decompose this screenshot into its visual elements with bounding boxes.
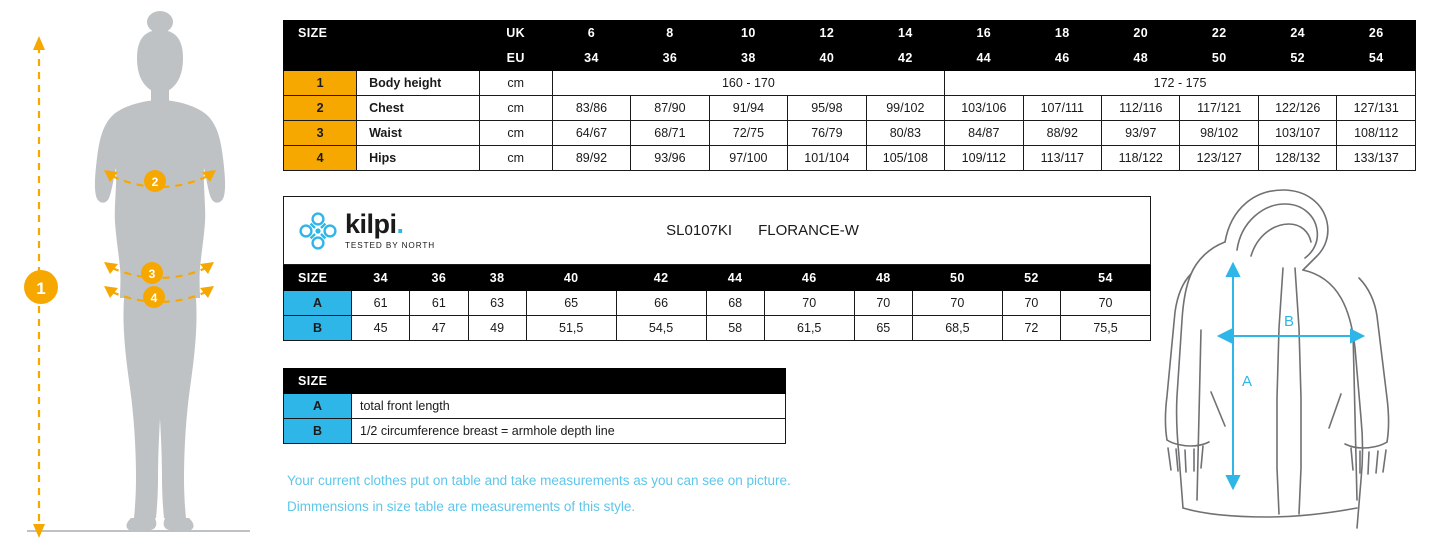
garment-measure-table [283, 265, 1151, 341]
brand-dot: . [396, 209, 404, 239]
chest-value: 95/98 [788, 96, 866, 121]
chest-value: 83/86 [552, 96, 630, 121]
hips-value: 109/112 [945, 146, 1023, 171]
notes-block [287, 468, 987, 520]
a-value: 70 [1061, 291, 1151, 316]
garment-size: 36 [410, 266, 468, 291]
chest-value: 112/116 [1102, 96, 1180, 121]
uk-size: 14 [866, 21, 944, 46]
spacer-cell [284, 46, 480, 71]
table-row-sizes [284, 266, 1151, 291]
hips-value: 113/117 [1023, 146, 1101, 171]
table-row-eu [284, 46, 1416, 71]
uk-size: 12 [788, 21, 866, 46]
female-figure-illustration [0, 0, 275, 541]
row-unit: cm [479, 71, 552, 96]
product-code: SL0107KI [666, 222, 733, 239]
jacket-svg [1155, 180, 1433, 541]
legend-table [283, 368, 786, 444]
unit-header-eu: EU [479, 46, 552, 71]
legend-header-label: SIZE [284, 369, 786, 394]
svg-text:4: 4 [150, 291, 158, 305]
row-label: Waist [357, 121, 480, 146]
waist-value: 68/71 [631, 121, 709, 146]
waist-value: 93/97 [1102, 121, 1180, 146]
garment-size: 42 [616, 266, 706, 291]
svg-text:1: 1 [36, 279, 46, 298]
eu-size: 54 [1337, 46, 1416, 71]
b-value: 65 [854, 316, 912, 341]
row-index: 3 [284, 121, 357, 146]
garment-size: 34 [352, 266, 410, 291]
eu-size: 52 [1258, 46, 1336, 71]
figure-svg [0, 0, 275, 541]
row-label: Chest [357, 96, 480, 121]
row-index: 2 [284, 96, 357, 121]
b-value: 49 [468, 316, 526, 341]
uk-size: 26 [1337, 21, 1416, 46]
garment-size: 38 [468, 266, 526, 291]
chest-value: 99/102 [866, 96, 944, 121]
b-value: 68,5 [912, 316, 1002, 341]
b-value: 61,5 [764, 316, 854, 341]
hips-value: 118/122 [1102, 146, 1180, 171]
row-index: 1 [284, 71, 357, 96]
hips-value: 123/127 [1180, 146, 1258, 171]
uk-size: 24 [1258, 21, 1336, 46]
chest-value: 122/126 [1258, 96, 1336, 121]
svg-text:A: A [1241, 373, 1253, 390]
uk-size: 8 [631, 21, 709, 46]
garment-size: 46 [764, 266, 854, 291]
table-row-body-height [284, 71, 1416, 96]
b-value: 75,5 [1061, 316, 1151, 341]
row-index: 4 [284, 146, 357, 171]
table-row-legend-header [284, 369, 786, 394]
garment-size: 44 [706, 266, 764, 291]
hips-value: 105/108 [866, 146, 944, 171]
waist-value: 72/75 [709, 121, 787, 146]
table-row-chest [284, 96, 1416, 121]
chest-value: 107/111 [1023, 96, 1101, 121]
waist-value: 76/79 [788, 121, 866, 146]
body-height-range-right: 172 - 175 [945, 71, 1416, 96]
b-value: 45 [352, 316, 410, 341]
product-name: FLORANCE-W [758, 222, 859, 239]
table-row-legend-b [284, 419, 786, 444]
kilpi-logo-icon [298, 211, 338, 251]
hips-value: 133/137 [1337, 146, 1416, 171]
eu-size: 34 [552, 46, 630, 71]
legend-desc-a: total front length [352, 394, 786, 419]
waist-value: 64/67 [552, 121, 630, 146]
row-unit: cm [479, 146, 552, 171]
chest-value: 87/90 [631, 96, 709, 121]
svg-text:B: B [1283, 313, 1295, 330]
table-row-uk [284, 21, 1416, 46]
product-code-name [375, 222, 1150, 239]
eu-size: 50 [1180, 46, 1258, 71]
a-value: 61 [352, 291, 410, 316]
eu-size: 48 [1102, 46, 1180, 71]
waist-value: 80/83 [866, 121, 944, 146]
a-value: 68 [706, 291, 764, 316]
garment-size: 50 [912, 266, 1002, 291]
b-value: 54,5 [616, 316, 706, 341]
brand-tagline: TESTED BY NORTH [345, 241, 436, 250]
brand-name-text: kilpi [345, 209, 397, 239]
waist-value: 98/102 [1180, 121, 1258, 146]
product-header [283, 196, 1151, 265]
uk-size: 6 [552, 21, 630, 46]
a-value: 70 [764, 291, 854, 316]
eu-size: 40 [788, 46, 866, 71]
a-value: 70 [1002, 291, 1060, 316]
eu-size: 46 [1023, 46, 1101, 71]
body-size-table [283, 20, 1416, 171]
table-row-a [284, 291, 1151, 316]
chest-value: 117/121 [1180, 96, 1258, 121]
row-unit: cm [479, 121, 552, 146]
note-line-1: Your current clothes put on table and take measurements as you can see on picture. [287, 473, 791, 488]
svg-text:2: 2 [151, 175, 159, 189]
garment-size: 48 [854, 266, 912, 291]
row-key-a: A [284, 291, 352, 316]
table-row-waist [284, 121, 1416, 146]
a-value: 70 [854, 291, 912, 316]
b-value: 51,5 [526, 316, 616, 341]
unit-header-uk: UK [479, 21, 552, 46]
waist-value: 84/87 [945, 121, 1023, 146]
waist-value: 103/107 [1258, 121, 1336, 146]
hips-value: 89/92 [552, 146, 630, 171]
row-label: Body height [357, 71, 480, 96]
uk-size: 10 [709, 21, 787, 46]
hips-value: 97/100 [709, 146, 787, 171]
eu-size: 42 [866, 46, 944, 71]
jacket-illustration [1155, 180, 1433, 541]
note-line-2: Dimmensions in size table are measurements of this style. [287, 499, 636, 514]
hips-value: 93/96 [631, 146, 709, 171]
row-label: Hips [357, 146, 480, 171]
waist-value: 88/92 [1023, 121, 1101, 146]
a-value: 70 [912, 291, 1002, 316]
eu-size: 36 [631, 46, 709, 71]
uk-size: 20 [1102, 21, 1180, 46]
uk-size: 22 [1180, 21, 1258, 46]
uk-size: 16 [945, 21, 1023, 46]
a-value: 61 [410, 291, 468, 316]
legend-desc-b: 1/2 circumference breast = armhole depth line [352, 419, 786, 444]
size-header-label: SIZE [284, 21, 480, 46]
chest-value: 103/106 [945, 96, 1023, 121]
a-value: 63 [468, 291, 526, 316]
garment-size-header: SIZE [284, 266, 352, 291]
legend-key-a: A [284, 394, 352, 419]
b-value: 72 [1002, 316, 1060, 341]
table-row-legend-a [284, 394, 786, 419]
a-value: 66 [616, 291, 706, 316]
row-key-b: B [284, 316, 352, 341]
waist-value: 108/112 [1337, 121, 1416, 146]
uk-size: 18 [1023, 21, 1101, 46]
body-height-range-left: 160 - 170 [552, 71, 944, 96]
b-value: 47 [410, 316, 468, 341]
eu-size: 38 [709, 46, 787, 71]
table-row-b [284, 316, 1151, 341]
chest-value: 127/131 [1337, 96, 1416, 121]
row-unit: cm [479, 96, 552, 121]
a-value: 65 [526, 291, 616, 316]
svg-text:3: 3 [148, 267, 156, 281]
garment-size: 40 [526, 266, 616, 291]
garment-size: 54 [1061, 266, 1151, 291]
chest-value: 91/94 [709, 96, 787, 121]
b-value: 58 [706, 316, 764, 341]
hips-value: 101/104 [788, 146, 866, 171]
table-row-hips [284, 146, 1416, 171]
hips-value: 128/132 [1258, 146, 1336, 171]
garment-size: 52 [1002, 266, 1060, 291]
eu-size: 44 [945, 46, 1023, 71]
product-block [283, 196, 1151, 341]
legend-key-b: B [284, 419, 352, 444]
